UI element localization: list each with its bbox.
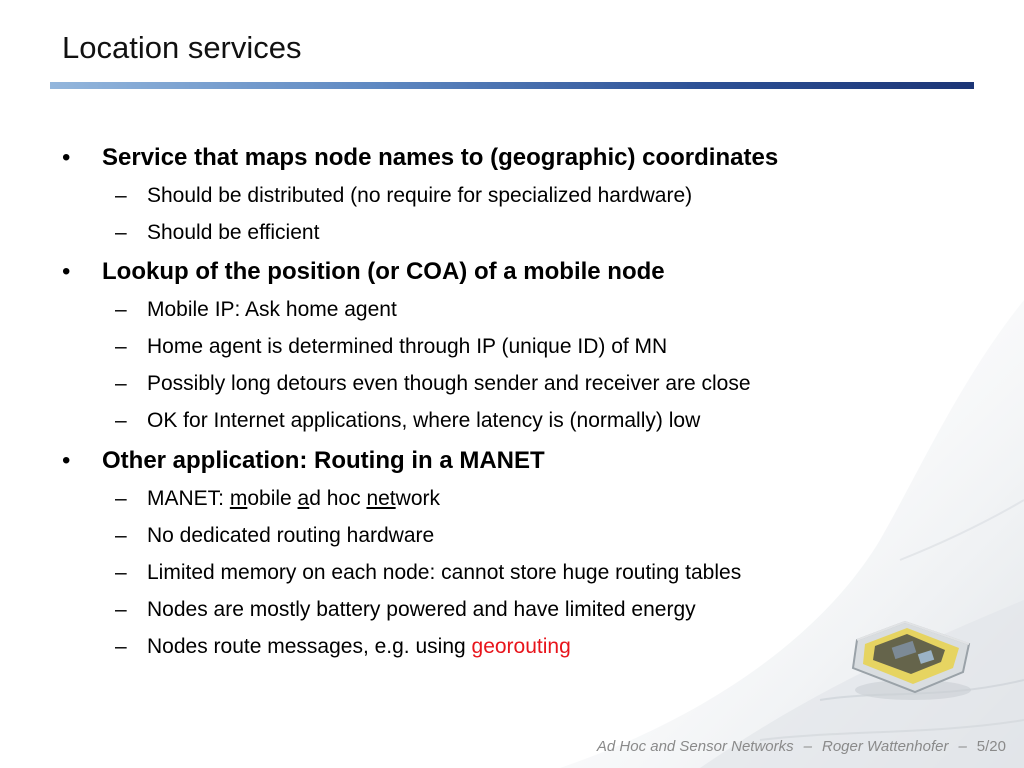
bullet-marker: • (62, 144, 71, 171)
sub-text: No dedicated routing hardware (147, 524, 435, 547)
sub-text: Should be distributed (no require for specialized hardware) (147, 184, 693, 207)
dash-marker: – (115, 561, 127, 584)
sub-text: Mobile IP: Ask home agent (147, 298, 397, 321)
sub-item-manet (115, 487, 440, 511)
dash-marker: – (115, 372, 127, 395)
sub-item (115, 524, 435, 548)
manet-obile: obile (247, 487, 298, 510)
bullet-text: Other application: Routing in a MANET (102, 447, 545, 474)
manet-work: work (395, 487, 440, 510)
dash-marker: – (115, 298, 127, 321)
sub-text: Should be efficient (147, 221, 320, 244)
footer-page-number: 5/20 (976, 738, 1006, 755)
sub-text: Limited memory on each node: cannot store huge routing tables (147, 561, 742, 584)
sub-item (115, 372, 751, 396)
bullet-text: Service that maps node names to (geographic) coordinates (102, 144, 779, 171)
footer-separator: – (803, 738, 812, 755)
sub-text: Nodes route messages, e.g. using (147, 635, 472, 658)
sub-text: OK for Internet applications, where latency is (normally) low (147, 409, 701, 432)
sub-item (115, 598, 696, 622)
sub-item (115, 298, 397, 322)
bullet-item (62, 258, 665, 286)
manet-m-underlined: m (229, 487, 248, 510)
dash-marker: – (115, 335, 127, 358)
sub-item (115, 184, 693, 208)
sub-item (115, 561, 742, 585)
bullet-text: Lookup of the position (or COA) of a mobile node (102, 258, 665, 285)
dash-marker: – (115, 487, 127, 510)
manet-a-underlined: a (297, 487, 310, 510)
footer-author: Roger Wattenhofer (821, 738, 949, 755)
bullet-marker: • (62, 258, 71, 285)
manet-net-underlined: net (366, 487, 396, 510)
manet-prefix: MANET: (147, 487, 230, 510)
sub-item (115, 221, 320, 245)
manet-d-hoc: d hoc (309, 487, 367, 510)
sensor-node-image (845, 610, 975, 705)
footer-separator: – (958, 738, 967, 755)
slide-footer (597, 738, 1006, 755)
georouting-highlight: georouting (471, 635, 571, 658)
bullet-item (62, 144, 779, 172)
sub-item (115, 635, 571, 659)
dash-marker: – (115, 221, 127, 244)
sub-item (115, 409, 701, 433)
sub-text: Nodes are mostly battery powered and have limited energy (147, 598, 696, 621)
dash-marker: – (115, 409, 127, 432)
bullet-item (62, 447, 545, 475)
slide-title: Location services (62, 30, 302, 65)
footer-course: Ad Hoc and Sensor Networks (596, 738, 794, 755)
bullet-marker: • (62, 447, 71, 474)
sub-text: Home agent is determined through IP (unique ID) of MN (147, 335, 668, 358)
title-underline-bar (50, 82, 974, 89)
sub-text: Possibly long detours even though sender and receiver are close (147, 372, 751, 395)
sub-item (115, 335, 668, 359)
dash-marker: – (115, 598, 127, 621)
dash-marker: – (115, 184, 127, 207)
dash-marker: – (115, 524, 127, 547)
dash-marker: – (115, 635, 127, 658)
